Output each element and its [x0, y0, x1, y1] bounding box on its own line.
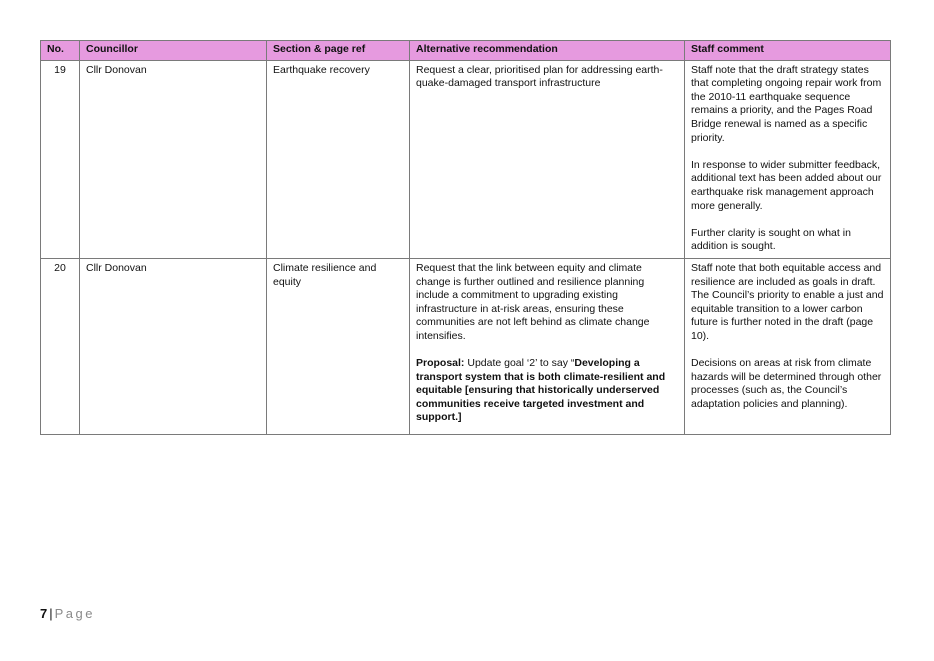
staff-comment-paragraph: Staff note that both equitable access and resilience are included as goals in draft. The Council’s priority to enable a just and equitable transition to a lower carbon future is further noted in the draft (page 10).	[691, 261, 884, 342]
staff-comment-paragraph: In response to wider submitter feedback, additional text has been added about our earthquake risk management approach more generally.	[691, 158, 882, 212]
alternative-recommendation-cell	[410, 258, 685, 434]
staff-comment-paragraph: Further clarity is sought on what in addition is sought.	[691, 226, 851, 253]
table-row	[41, 60, 891, 258]
row-number: 19	[41, 60, 80, 258]
recommendations-table	[40, 40, 891, 435]
proposal-text: Update goal ‘2’ to say “	[464, 357, 575, 370]
page-label: Page	[54, 606, 95, 621]
header-section: Section & page ref	[267, 41, 410, 61]
proposal-paragraph	[416, 357, 678, 425]
proposal-label: Proposal:	[416, 357, 465, 370]
row-number: 20	[41, 258, 80, 434]
header-councillor: Councillor	[80, 41, 267, 61]
header-staff-comment: Staff comment	[685, 41, 891, 61]
councillor-cell: Cllr Donovan	[80, 60, 267, 258]
page-number: 7	[40, 606, 48, 621]
page-footer	[40, 606, 95, 622]
staff-comment-paragraph: Staff note that the draft strategy states that completing ongoing repair work from the 2010-11 earthquake sequence remains a priority, and the Pages Road Bridge renewal is named as a specific priority.	[691, 63, 882, 144]
header-alternative-recommendation: Alternative recommendation	[410, 41, 685, 61]
alternative-text: Request that the link between equity and climate change is further outlined and resilience planning include a commitment to upgrading existing infrastructure in at-risk areas, ensuring these communities are not left behind as climate change intensifies.	[416, 261, 650, 342]
header-no: No.	[41, 41, 80, 61]
staff-comment-cell	[685, 258, 891, 434]
section-cell: Earthquake recovery	[267, 60, 410, 258]
page-separator: |	[49, 606, 53, 621]
table-row	[41, 258, 891, 434]
staff-comment-paragraph: Decisions on areas at risk from climate hazards will be determined through other processes (such as, the Council’s adaptation policies and planning).	[691, 357, 882, 410]
table-header-row	[41, 41, 891, 61]
staff-comment-cell	[685, 60, 891, 258]
alternative-text: Request a clear, prioritised plan for addressing earth-quake-damaged transport infrastructure	[416, 63, 663, 90]
section-cell: Climate resilience and equity	[267, 258, 410, 434]
alternative-recommendation-cell	[410, 60, 685, 258]
proposal-goal-text: Developing a transport system that is both climate-resilient and equitable [ensuring that historically underserved communities receive targeted investment and support.]	[416, 357, 666, 424]
councillor-cell: Cllr Donovan	[80, 258, 267, 434]
